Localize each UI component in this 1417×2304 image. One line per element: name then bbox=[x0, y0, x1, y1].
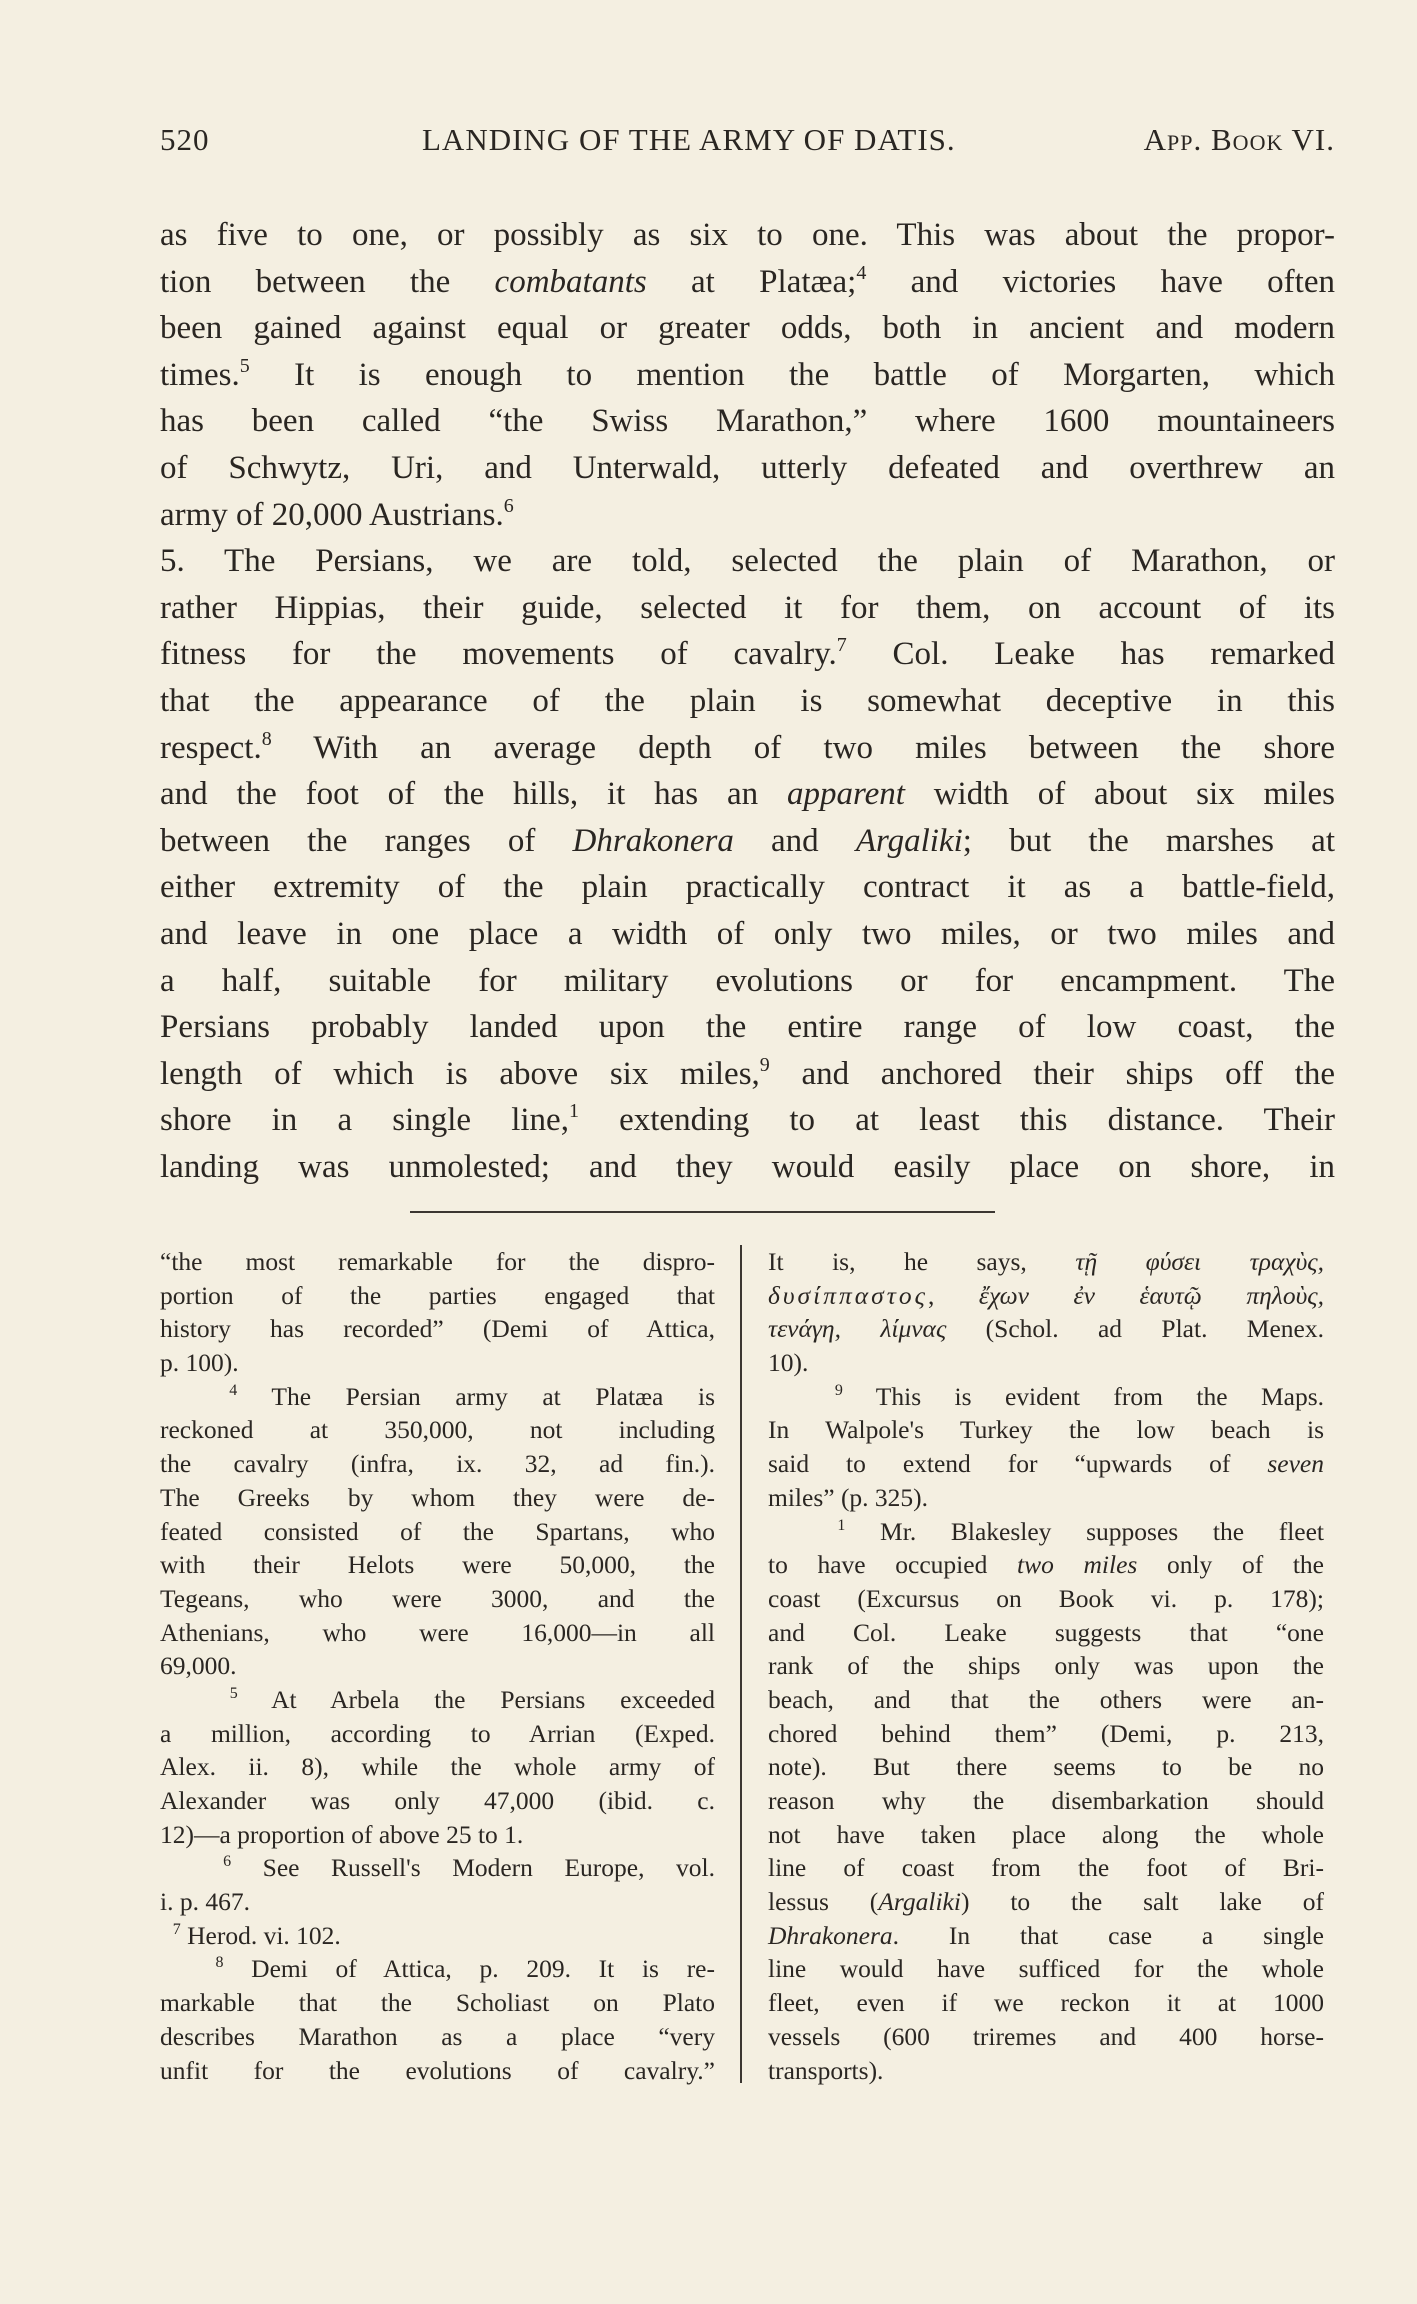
footnote-line: coast (Excursus on Book vi. p. 178); bbox=[768, 1583, 1324, 1613]
footnote-line: not have taken place along the whole bbox=[768, 1819, 1324, 1849]
footnote-line: rank of the ships only was upon the bbox=[768, 1651, 1324, 1681]
text-line: rather Hippias, their guide, selected it for them, on account of its bbox=[160, 589, 1335, 626]
footnote-line: the cavalry (infra, ix. 32, ad fin.). bbox=[160, 1449, 715, 1479]
text-line: respect.$^8$ With an average depth of two miles between the shore bbox=[160, 727, 1335, 766]
footnote-line: $^8$ Demi of Attica, p. 209. It is re- bbox=[215, 1954, 715, 1984]
footnote-line: miles” (p. 325). bbox=[768, 1482, 929, 1512]
footnote-line: reason why the disembarkation should bbox=[768, 1786, 1324, 1815]
text-line: tion between the combatants at Platæa;$^4$ and victories have often bbox=[160, 261, 1335, 300]
text-line: landing was unmolested; and they would easily place on shore, in bbox=[160, 1148, 1335, 1185]
text-line: shore in a single line,$^1$ extending to at least this distance. Their bbox=[160, 1100, 1335, 1139]
footnote-line: 12)—a proportion of above 25 to 1. bbox=[160, 1819, 524, 1849]
footnote-line: Alex. ii. 8), while the whole army of bbox=[160, 1752, 715, 1782]
text-line: and leave in one place a width of only two miles, or two miles and bbox=[160, 915, 1335, 952]
footnote-line: and Col. Leake suggests that “one bbox=[768, 1617, 1324, 1647]
text-line: 5. The Persians, we are told, selected the plain of Marathon, or bbox=[160, 543, 1335, 580]
page-number: 520 bbox=[160, 122, 210, 157]
footnote-line: vessels (600 triremes and 400 horse- bbox=[768, 2021, 1324, 2051]
text-line: as five to one, or possibly as six to one. This was about the propor- bbox=[160, 217, 1335, 253]
text-line: has been called “the Swiss Marathon,” where 1600 mountaineers bbox=[160, 403, 1335, 440]
footnote-line: 69,000. bbox=[160, 1651, 237, 1681]
text-line: and the foot of the hills, it has an apparent width of about six miles bbox=[160, 776, 1336, 813]
footnote-line: note). But there seems to be no bbox=[768, 1752, 1324, 1782]
footnotes-right-column bbox=[768, 1245, 1324, 2087]
footnote-line: Alexander was only 47,000 (ibid. c. bbox=[160, 1786, 715, 1815]
footnote-ref: 7 bbox=[836, 634, 847, 657]
footnote-line: a million, according to Arrian (Exped. bbox=[160, 1718, 715, 1748]
footnote-line: line of coast from the foot of Bri- bbox=[768, 1853, 1324, 1883]
footnote-line: Athenians, who were 16,000—in all bbox=[160, 1617, 715, 1647]
footnote-line: line would have sufficed for the whole bbox=[768, 1954, 1324, 1984]
footnote-divider bbox=[410, 1211, 995, 1213]
footnote-line: The Greeks by whom they were de- bbox=[160, 1482, 715, 1512]
text-line: of Schwytz, Uri, and Unterwald, utterly defeated and overthrew an bbox=[160, 449, 1335, 486]
footnote-line: “the most remarkable for the dispro- bbox=[160, 1247, 715, 1276]
footnote-line: δυσίππαστος, ἔχων ἐν ἑαυτῷ πηλοὺς, bbox=[768, 1280, 1325, 1310]
footnote-line: history has recorded” (Demi of Attica, bbox=[160, 1314, 715, 1344]
footnote-line: transports). bbox=[768, 2055, 884, 2085]
footnote-line: Dhrakonera. In that case a single bbox=[768, 1920, 1324, 1950]
text-line: army of 20,000 Austrians.$^6$ bbox=[160, 494, 514, 533]
footnote-line: portion of the parties engaged that bbox=[160, 1280, 715, 1310]
footnote-line: In Walpole's Turkey the low beach is bbox=[768, 1415, 1324, 1445]
text-line: fitness for the movements of cavalry.$^7$ Col. Leake has remarked bbox=[160, 634, 1335, 673]
column-divider bbox=[740, 1245, 742, 2083]
footnote-line: beach, and that the others were an- bbox=[768, 1684, 1324, 1714]
footnote-line: $^6$ See Russell's Modern Europe, vol. bbox=[223, 1853, 715, 1883]
footnote-line: p. 100). bbox=[160, 1348, 239, 1378]
footnote-line: markable that the Scholiast on Plato bbox=[160, 1988, 715, 2018]
footnote-ref: 5 bbox=[239, 354, 250, 377]
footnote-line: i. p. 467. bbox=[160, 1887, 250, 1917]
footnote-ref: 8 bbox=[261, 727, 272, 750]
footnote-line: unfit for the evolutions of cavalry.” bbox=[160, 2055, 715, 2085]
footnotes-left-column bbox=[160, 1245, 715, 2087]
footnote-ref: 6 bbox=[503, 494, 514, 517]
footnote-line: $^9$ This is evident from the Maps. bbox=[834, 1381, 1324, 1411]
text-line: times.$^5$ It is enough to mention the battle of Morgarten, which bbox=[160, 354, 1335, 393]
footnote-line: to have occupied two miles only of the bbox=[768, 1550, 1325, 1580]
footnote-line: chored behind them” (Demi, p. 213, bbox=[768, 1718, 1324, 1748]
running-title: LANDING OF THE ARMY OF DATIS. bbox=[422, 122, 956, 157]
footnote-line: lessus (Argaliki) to the salt lake of bbox=[768, 1887, 1324, 1917]
running-header bbox=[160, 122, 1335, 162]
text-line: length of which is above six miles,$^9$ and anchored their ships off the bbox=[160, 1053, 1335, 1092]
footnote-line: It is, he says, τῇ φύσει τραχὺς, bbox=[768, 1247, 1324, 1276]
footnote-ref: 4 bbox=[856, 261, 867, 284]
main-text bbox=[160, 212, 1335, 1190]
footnote-line: said to extend for “upwards of seven bbox=[768, 1449, 1324, 1479]
footnote-ref: 9 bbox=[759, 1053, 770, 1076]
footnote-line: feated consisted of the Spartans, who bbox=[160, 1516, 715, 1546]
footnote-line: 10). bbox=[768, 1348, 809, 1378]
footnote-line: $^5$ At Arbela the Persians exceeded bbox=[229, 1684, 715, 1714]
text-line: been gained against equal or greater odds, both in ancient and modern bbox=[160, 310, 1335, 347]
footnote-line: $^4$ The Persian army at Platæa is bbox=[229, 1381, 715, 1411]
section-label: App. Book VI. bbox=[1143, 122, 1335, 157]
footnote-line: τενάγη, λίμνας (Schol. ad Plat. Menex. bbox=[768, 1314, 1324, 1344]
text-line: a half, suitable for military evolutions or for encampment. The bbox=[160, 962, 1335, 999]
footnote-line: with their Helots were 50,000, the bbox=[160, 1550, 715, 1580]
footnote-line: Tegeans, who were 3000, and the bbox=[160, 1583, 715, 1613]
footnote-ref: 1 bbox=[568, 1100, 579, 1123]
text-line: between the ranges of Dhrakonera and Argaliki; but the marshes at bbox=[160, 822, 1335, 859]
footnote-line: $^1$ Mr. Blakesley supposes the fleet bbox=[837, 1516, 1325, 1546]
footnote-line: reckoned at 350,000, not including bbox=[160, 1415, 715, 1445]
footnote-line: $^7$ Herod. vi. 102. bbox=[172, 1920, 341, 1950]
footnote-line: describes Marathon as a place “very bbox=[160, 2021, 715, 2051]
text-line: either extremity of the plain practically contract it as a battle-field, bbox=[160, 869, 1335, 906]
footnote-line: fleet, even if we reckon it at 1000 bbox=[768, 1988, 1324, 2018]
text-line: that the appearance of the plain is somewhat deceptive in this bbox=[160, 682, 1335, 719]
text-line: Persians probably landed upon the entire range of low coast, the bbox=[160, 1009, 1335, 1046]
